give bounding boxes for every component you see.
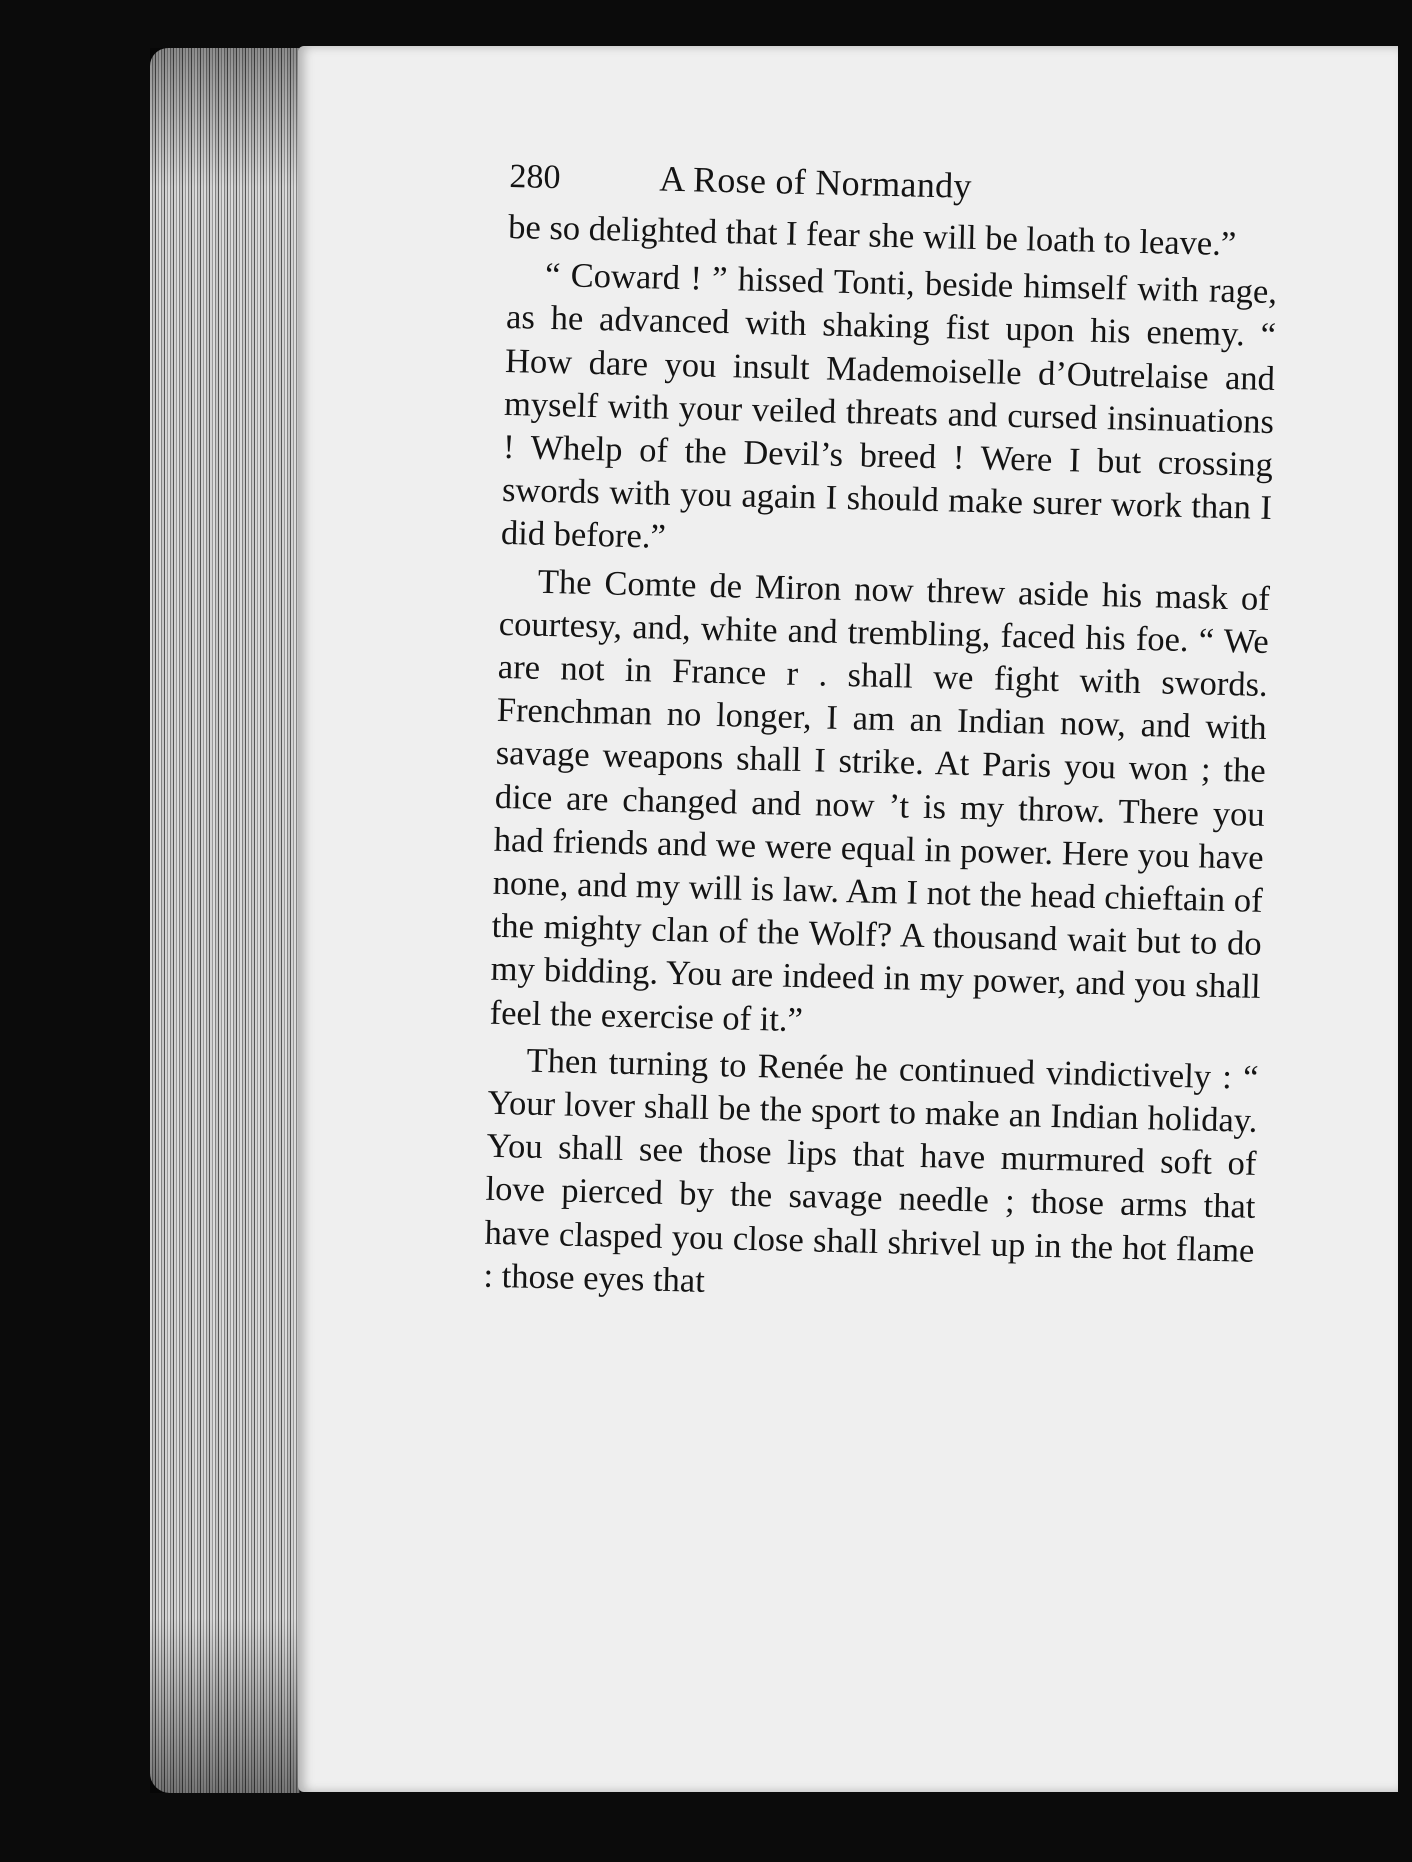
paragraph: Then turning to Renée he continued vindictively : “ Your lover shall be the sport to make an Indian holiday. You shall see those lips that have murmured soft of love pierced by the savage needle ; those arms that have clasped you close shall shrivel up in the hot flame : those eyes that (483, 1041, 1259, 1300)
paragraph-continued: be so delighted that I fear she will be loath to leave.” (507, 207, 1237, 264)
paragraph: The Comte de Miron now threw aside his mask of courtesy, and, white and trembling, faced his foe. “ We are not in France r . shall we fight with swords. Frenchman no longer, I am an Indian now, and with savage weapons shall I strike. At Paris you won ; the dice are changed and now ’t is my throw. There you had friends and we were equal in power. Here you have none, and my will is law. Am I not the head chieftain of the mighty clan of the Wolf? A thousand wait but to do my bidding. You are indeed in my power, and you shall feel the exercise of it.” (489, 562, 1271, 1039)
page-stack-edges (150, 48, 300, 1793)
book-page (298, 46, 1398, 1792)
page-number: 280 (509, 157, 561, 197)
paragraph: “ Coward ! ” hissed Tonti, beside himself with rage, as he advanced with shaking fist upon his enemy. “ How dare you insult Mademoiselle d’Outrelaise and myself with your veiled threats and cursed insinuations ! Whelp of the Devil’s breed ! Were I but crossing swords with you again I should make surer work than I did before.” (500, 256, 1278, 557)
running-title: A Rose of Normandy (658, 158, 973, 206)
text-block (483, 154, 1280, 1320)
